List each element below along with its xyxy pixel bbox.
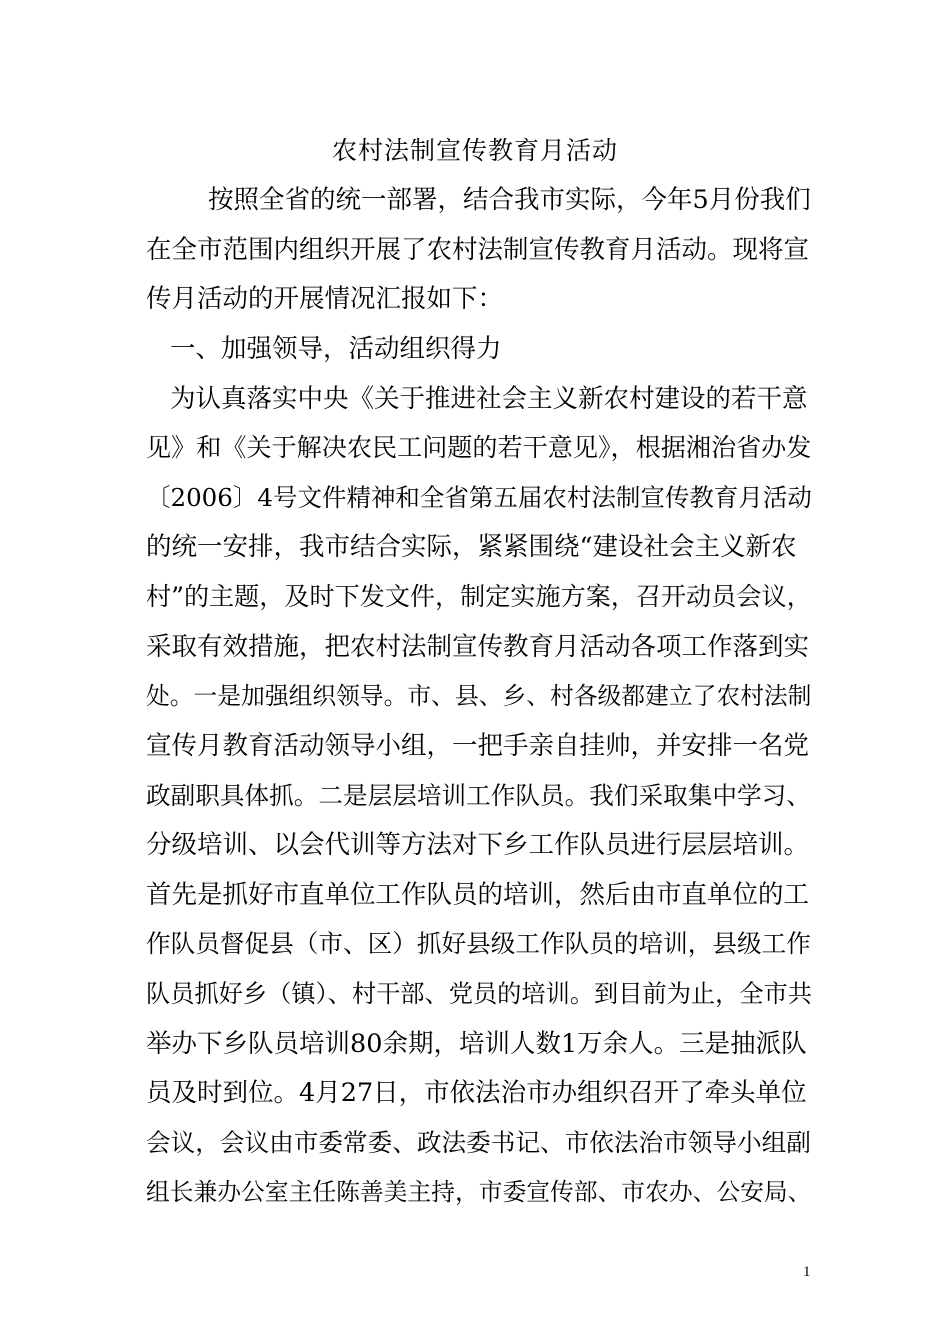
paragraph-line: 会议，会议由市委常委、政法委书记、市依法治市领导小组副	[146, 1128, 811, 1157]
paragraph-line: 政副职具体抓。二是层层培训工作队员。我们采取集中学习、	[146, 781, 811, 810]
paragraph-line: 首先是抓好市直单位工作队员的培训，然后由市直单位的工	[146, 880, 810, 910]
section-heading: 一、加强领导，活动组织得力	[170, 334, 502, 364]
paragraph-line: 〔2006〕4号文件精神和全省第五届农村法制宣传教育月活动	[146, 483, 812, 512]
paragraph-line: 员及时到位。4月27日，市依法治市办组织召开了牵头单位	[146, 1078, 807, 1108]
paragraph-line: 作队员督促县（市、区）抓好县级工作队员的培训，县级工作	[146, 929, 811, 958]
paragraph-line: 村”的主题，及时下发文件，制定实施方案，召开动员会议，	[146, 582, 812, 611]
paragraph-line: 队员抓好乡（镇）、村干部、党员的培训。到目前为止，全市共	[146, 980, 813, 1008]
paragraph-line: 传月活动的开展情况汇报如下：	[146, 284, 504, 314]
paragraph-line: 举办下乡队员培训80余期，培训人数1万余人。三是抽派队	[146, 1029, 807, 1059]
paragraph-line: 在全市范围内组织开展了农村法制宣传教育月活动。现将宣	[146, 235, 810, 265]
paragraph-line: 组长兼办公室主任陈善美主持，市委宣传部、市农办、公安局、	[146, 1178, 812, 1206]
paragraph-line: 见》和《关于解决农民工问题的若干意见》，根据湘治省办发	[146, 433, 812, 462]
paragraph-line: 采取有效措施，把农村法制宣传教育月活动各项工作落到实	[146, 632, 810, 662]
paragraph-line: 的统一安排，我市结合实际，紧紧围绕“建设社会主义新农	[146, 532, 797, 562]
paragraph-line: 为认真落实中央《关于推进社会主义新农村建设的若干意	[170, 384, 808, 414]
paragraph-line: 按照全省的统一部署，结合我市实际，今年5月份我们	[208, 185, 811, 215]
paragraph-line: 处。一是加强组织领导。市、县、乡、村各级都建立了农村法制	[146, 682, 812, 710]
paragraph-line: 宣传月教育活动领导小组，一把手亲自挂帅，并安排一名党	[146, 731, 810, 761]
document-title: 农村法制宣传教育月活动	[331, 136, 618, 165]
page-number: 1	[803, 1264, 811, 1280]
paragraph-line: 分级培训、以会代训等方法对下乡工作队员进行层层培训。	[146, 830, 810, 860]
